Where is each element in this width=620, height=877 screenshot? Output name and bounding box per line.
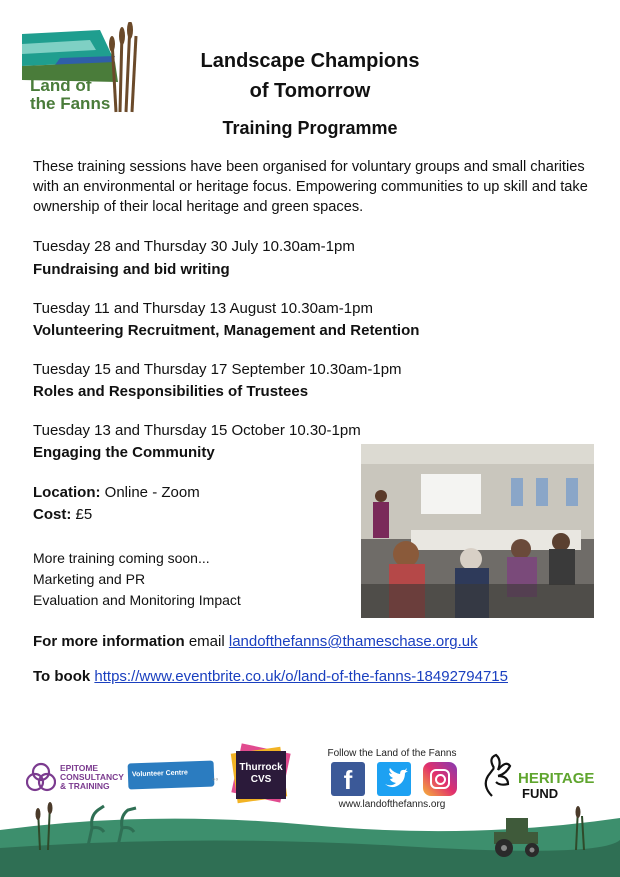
instagram-icon[interactable]: [423, 762, 457, 796]
logo-line2: the Fanns: [30, 94, 111, 113]
session-title: Engaging the Community: [33, 444, 215, 461]
thurrock-line1: Thurrock: [239, 762, 283, 773]
lottery-hand-icon: [478, 752, 518, 798]
heritage-line1: HERITAGE: [518, 770, 595, 787]
location-label: Location:: [33, 484, 101, 501]
session-title: Roles and Responsibilities of Trustees: [33, 383, 309, 400]
location: [33, 484, 200, 501]
subtitle: Training Programme: [222, 118, 398, 138]
coming-soon: [33, 548, 241, 611]
land-of-the-fanns-logo: [20, 22, 140, 114]
book-label: To book: [33, 668, 91, 685]
session-date: Tuesday 15 and Thursday 17 September 10.30am-1pm: [33, 361, 402, 378]
training-photo: [361, 444, 594, 618]
cost: [33, 506, 92, 523]
tractor-icon: [488, 812, 552, 860]
session-title: Volunteering Recruitment, Management and Retention: [33, 322, 420, 339]
more-info-text: email: [184, 633, 229, 650]
follow-text: Follow the Land of the Fanns: [327, 748, 457, 759]
epitome-line1: EPITOME: [60, 763, 99, 773]
email-link[interactable]: landofthefanns@thameschase.org.uk: [228, 633, 478, 650]
coming-soon-item: Marketing and PR: [33, 571, 146, 587]
more-info-label: For more information: [33, 633, 185, 650]
decorative-dots: ◦◦: [212, 774, 219, 784]
title-line2: of Tomorrow: [249, 80, 371, 102]
location-value: Online - Zoom: [100, 484, 200, 501]
coming-soon-intro: More training coming soon...: [33, 550, 210, 566]
website-text: www.landofthefanns.org: [338, 799, 446, 810]
thurrock-cvs-box: [236, 751, 286, 799]
coming-soon-item: Evaluation and Monitoring Impact: [33, 592, 241, 608]
epitome-line2: CONSULTANCY: [60, 772, 124, 782]
cost-label: Cost:: [33, 506, 72, 523]
epitome-knot-icon: [26, 760, 56, 794]
facebook-icon[interactable]: f: [331, 762, 365, 796]
heron-icon: [78, 798, 148, 848]
twitter-icon[interactable]: [377, 762, 411, 796]
epitome-line3: & TRAINING: [60, 781, 110, 791]
intro-paragraph: These training sessions have been organised for voluntary groups and small charities with an environmental or heritage focus. Empowering communities to up skill and take ownership of their local heritage and green spaces.: [33, 159, 588, 215]
session-title: Fundraising and bid writing: [33, 261, 230, 278]
epitome-text: [60, 764, 124, 791]
heritage-fund-logo: [478, 752, 608, 802]
thurrock-line2: CVS: [250, 774, 272, 785]
heritage-line2: FUND: [522, 786, 559, 801]
session-date: Tuesday 28 and Thursday 30 July 10.30am-1pm: [33, 238, 355, 255]
title-line1: Landscape Champions: [200, 50, 420, 72]
booking-link[interactable]: https://www.eventbrite.co.uk/o/land-of-the-fanns-18492794715: [94, 668, 508, 685]
session-date: Tuesday 11 and Thursday 13 August 10.30am-1pm: [33, 300, 373, 317]
cost-value: £5: [71, 506, 93, 523]
logo-text: [30, 77, 110, 113]
epitome-logo: [26, 760, 124, 800]
volunteer-centre-logo: [128, 761, 215, 790]
thurrock-cvs-logo: [230, 748, 296, 804]
booking: [33, 668, 508, 685]
session-date: Tuesday 13 and Thursday 15 October 10.30-1pm: [33, 422, 361, 439]
logo-line1: Land of: [30, 76, 92, 95]
meeting-room-photo: [361, 444, 594, 618]
more-info: [33, 633, 478, 650]
volunteer-centre-text: Volunteer Centre: [131, 769, 188, 779]
